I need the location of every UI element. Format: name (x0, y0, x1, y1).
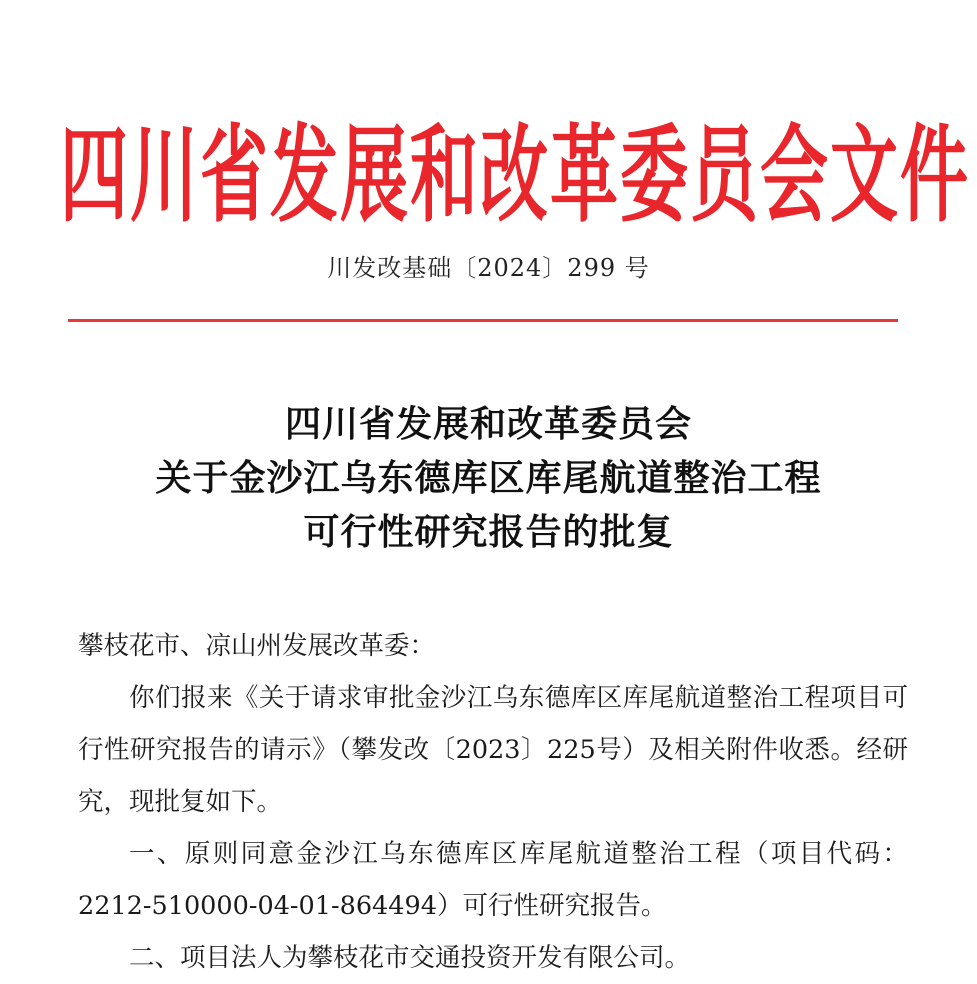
document-body (78, 620, 908, 984)
title-line-1: 四川省发展和改革委员会 (284, 404, 692, 445)
paragraph-item-2: 二、项目法人为攀枝花市交通投资开发有限公司。 (129, 943, 691, 973)
paragraph-intro: 你们报来《关于请求审批金沙江乌东德库区库尾航道整治工程项目可行性研究报告的请示》（攀发改〔2023〕225号）及相关附件收悉。经研究，现批复如下。 (78, 683, 908, 817)
title-line-2: 关于金沙江乌东德库区库尾航道整治工程 (155, 458, 822, 499)
addressee: 攀枝花市、凉山州发展改革委： (78, 631, 436, 661)
paragraph-item-1: 一、原则同意金沙江乌东德库区库尾航道整治工程（项目代码：2212-510000-04-01-864494）可行性研究报告。 (78, 839, 908, 921)
document-title (0, 398, 977, 560)
document-number: 川发改基础〔2024〕299 号 (327, 254, 650, 282)
red-divider-line (68, 319, 898, 322)
title-line-3: 可行性研究报告的批复 (303, 512, 674, 553)
masthead-title: 四川省发展和改革委员会文件 (60, 115, 971, 238)
